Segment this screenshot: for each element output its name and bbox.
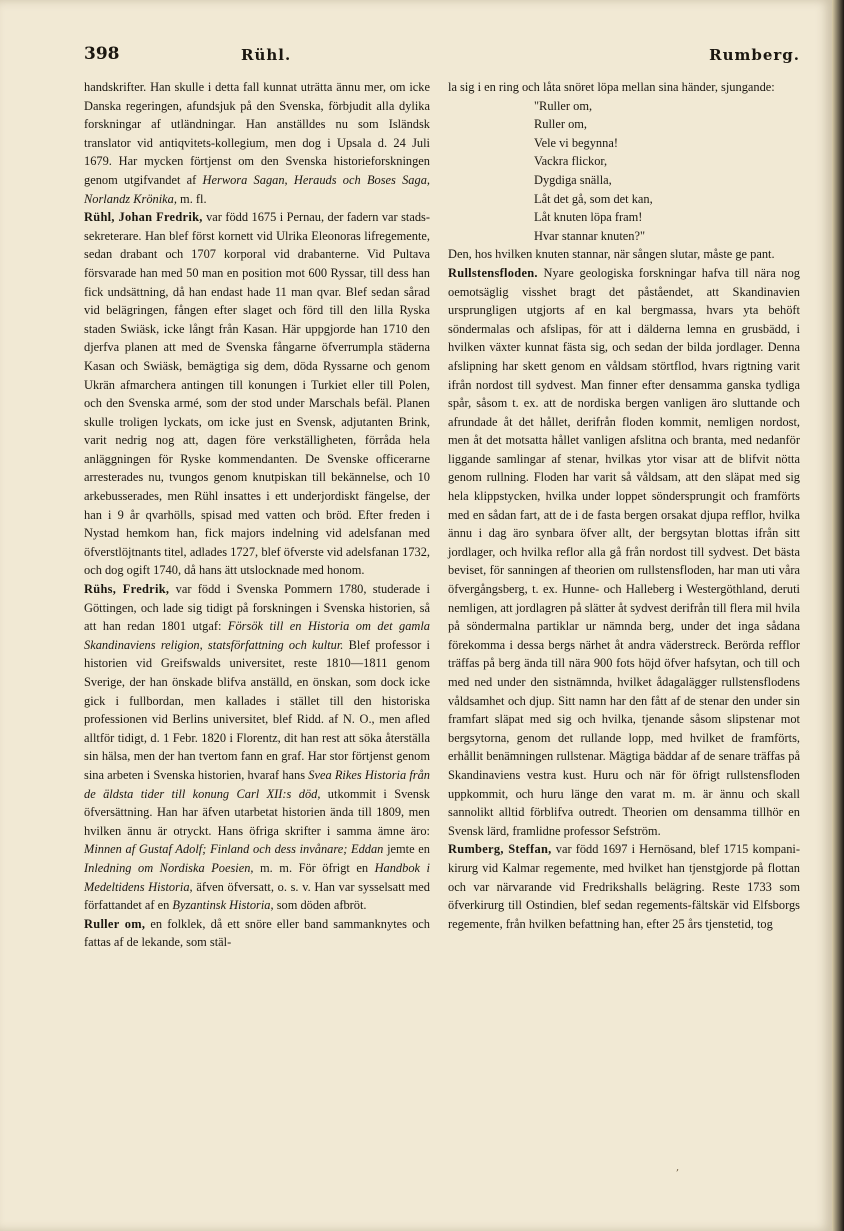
entry-rullstensfloden: Rullstensfloden. Nyare geologiska forskningar hafva till nära nog oemotsäglig visshet bragt det påståendet, att Skandinavien ursprungligen utgjorts af en kal bergmassa, hvars yta behöft söndermalas och afslipas, för att i dälderna lemna en grusbädd, i hvilken växter kunnat fästa sig, och sedan der bilda jordlager. Denna afslipning har skett genom en våldsam störtflod, hvars rigtning varit ifrån nordost till sydvest. Man finner efter densamma ganska tydliga spår, såsom t. ex. att de nordiska bergen vanligen äro sluttande och afrundade åt det hållet, derifrån floden kommit, nemligen nordost, men åt det motsatta hållet vanligen afslitna och branta, med nedanför liggande samlingar af stenar, hvilkas ytor visar att de blifvit nötta genom rullning. Floden har varit så våldsam, att den släpat med sig hela klippstycken, hvilka under loppet söndersprungit och framförts med en sådan fart, att de i de fasta bergen orsakat djupa refflor, hvilka ännu i dag äro synbara öfver allt, der bergsytan blottas ifrån sitt jordlager, och hvilka reflor alla gå från nordost till sydvest. Det bästa beviset, för sanningen af theorien om rullstensfloden, har man uti våra öfvergångsberg, t. ex. Hunne- och Halleberg i Westergöthland, deruti nemligen, att jordlagren på slätter åt sydvest derifrån till flera mil hvila på söndermalna partiklar ur nämnda berg, under det inga sådana förekomma i dessa bergs närhet åt andra väderstreck. Berörda refflor träffas på berg ända till nära 900 fots höjd öfver hafsytan, och till och med ned under den sistnämnda, hvilket ådagalägger rullstensflodens våldsamhet och djup. Sitt namn har den fått af de stenar den under sin framfart släpat med sig och hvilka, tjenande såsom slipstenar mot bergsytorna, genom det rullande lopp, med hvilket de framförts, erhållit benämningen rullstenar. Mägtiga bäddar af de senare träffas på Skandinaviens vestra kust. Huru och när för öfrigt rullstensfloden uppkommit, och huru länge den varat m. m. är ännu och skall sannolikt alltid förblifva outredt. Theorien om densamma tillhör en Svensk lärd, framlidne professor Sefström.: [448, 265, 800, 838]
song-line: Vackra flickor,: [534, 154, 608, 169]
entry-ruller-om: Ruller om, en folklek, då ett snöre eller band sammanknytes och fattas af de lekande, som stäl-: [84, 916, 430, 950]
song-verse: [534, 97, 800, 246]
right-column: [448, 78, 800, 933]
ink-speck: ,: [676, 1162, 680, 1173]
page-edge-shadow: [832, 0, 844, 1231]
page-header: [84, 44, 800, 70]
continued-paragraph: handskrifter. Han skulle i detta fall kunnat uträtta ännu mer, om icke Danska regeringen, afundsjuk på den Svenska, förbjudit alla dylika forskningar af utländningar. Han anställdes nu som Isländsk translator vid antiqvitets-kollegium, men dog i Upsala d. 24 Juli 1679. Har mycken förtjenst om den Svenska historieforskningen genom utgifvandet af Herwora Sagan, Herauds och Boses Saga, Norlandz Krönika, m. fl.: [84, 80, 430, 206]
running-head-right: Rumberg.: [709, 46, 800, 64]
page-number: 398: [84, 44, 120, 64]
left-column: [84, 78, 430, 952]
entry-headword: Rühl, Johan Fredrik,: [84, 210, 203, 225]
entry-headword: Rühs, Fredrik,: [84, 582, 170, 597]
entry-ruhl-johan-fredrik: Rühl, Johan Fredrik, var född 1675 i Pernau, der fadern var stads-sekreterare. Han blef först kornett vid Ulrika Eleonoras lifregemente, sedan drabant och 1707 korporal vid drabanterne. Vid Pultava försvarade han med 50 man en position mot 600 Ryssar, till dess han fick undsättning, då han endast hade 11 man qvar. Blef sedan sårad vid belägringen, fången efter slaget och förd till den lilla Ryska staden Swiäsk, icke långt från Kasan. Här uppgjorde han 1710 den djerfva planen att med de Svenska fångarne öfverrumpla städerna Kasan och Swiäsk, bemägtiga sig dem, döda Ryssarne och genom Ukrän afmarchera antingen till konungen i Turkiet eller till Polen, och den Svenska armé, som der stod under Marschals befäl. Planen skulle troligen lyckats, om icke just en Svensk, adjutanten Brink, varit nedrig nog att, dagen före verkställigheten, förråda hela anläggningen för Ryske kommendanten. De Svenske officerarne arresterades nu, tvungos genom knutpiskan till bekännelse, och 10 arkebusserades, men Rühl insattes i ett underjordiskt fängelse, der han i 9 år qvarhölls, spisad med vatten och bröd. Efter freden i Nystad hemkom han, fick majors indelning vid adelsfanan med öfverstlöjtnants titel, adlades 1727, blef öfverste vid adelsfanan 1732, och dog ogift 1740, då hans ätt utslocknade med honom.: [84, 210, 430, 578]
paragraph: Den, hos hvilken knuten stannar, när sången slutar, måste ge pant.: [448, 247, 775, 262]
song-line: Dygdiga snälla,: [534, 172, 612, 187]
continued-paragraph: la sig i en ring och låta snöret löpa mellan sina händer, sjungande:: [448, 80, 775, 94]
entry-headword: Rullstensfloden.: [448, 265, 538, 280]
entry-headword: Rumberg, Steffan,: [448, 842, 552, 857]
song-line: "Ruller om,: [534, 98, 593, 113]
running-head-left: Rühl.: [241, 46, 292, 64]
entry-ruhs-fredrik: Rühs, Fredrik, var född i Svenska Pommern 1780, studerade i Göttingen, och lade sig tidigt på forskningen i Svenska historien, så att han redan 1801 utgaf: Försök till en Historia om det gamla Skandinaviens religion, statsförfattning och kultur. Blef professor i historien vid Greifswalds universitet, reste 1810—1811 genom Sverige, der han önskade blifva anställd, en önskan, som dock icke gick i fullbordan, men kallades i stället till den historiska professionen vid Berlins universitet, blef Ridd. af N. O., men afled alltför tidigt, d. 1 Febr. 1820 i Florentz, dit han rest att söka återställa sin hälsa, men der han tvertom fann en graf. Har stor förtjenst genom sina arbeten i Svenska historien, hvaraf hans Svea Rikes Historia från de äldsta tider till konung Carl XII:s död, utkommit i Svensk öfversättning. Han har äfven utarbetat historien ända till 1809, men hvilken ännu är otryckt. Hans öfriga skrifter i samma ämne äro: Minnen af Gustaf Adolf; Finland och dess invånare; Eddan jemte en Inledning om Nordiska Poesien, m. m. För öfrigt en Handbok i Medeltidens Historia, äfven öfversatt, o. s. v. Han var sysselsatt med författandet af en Byzantinsk Historia, som döden afbröt.: [84, 582, 431, 913]
song-line: Hvar stannar knuten?": [534, 228, 646, 243]
song-line: Vele vi begynna!: [534, 135, 618, 150]
song-line: Låt knuten löpa fram!: [534, 210, 643, 225]
song-line: Låt det gå, som det kan,: [534, 191, 653, 206]
entry-rumberg-steffan: Rumberg, Steffan, var född 1697 i Hernösand, blef 1715 kompani-kirurg vid Kalmar regemente, med hvilket han tjenstgjorde på flottan och var närvarande vid Fredrikshalls belägring. Reste 1733 som öfverkirurg till Ostindien, blef sedan regements-fältskär vid Elfsborgs regemente, från hvilken befattning han, efter 25 års tjenstetid, tog: [448, 842, 800, 931]
entry-headword: Ruller om,: [84, 916, 146, 931]
song-line: Ruller om,: [534, 117, 587, 132]
